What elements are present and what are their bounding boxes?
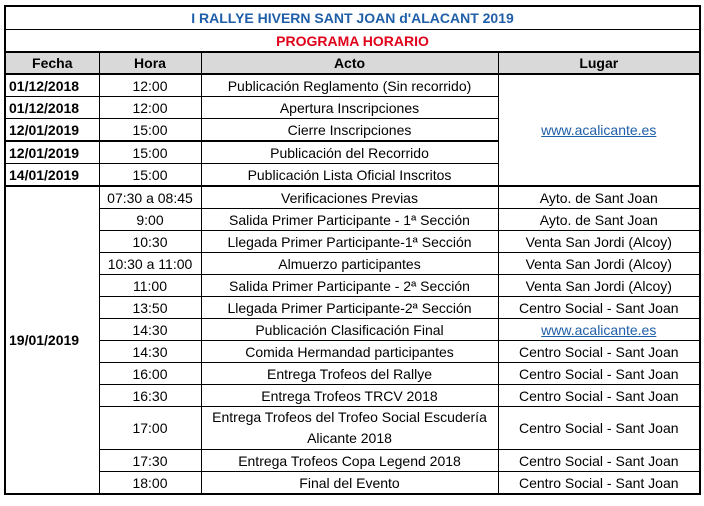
cell-hora: 13:50: [99, 297, 201, 319]
cell-hora: 17:30: [99, 450, 201, 472]
cell-lugar: [498, 319, 700, 341]
cell-acto: Verificaciones Previas: [201, 186, 498, 209]
cell-fecha: 12/01/2019: [5, 141, 99, 164]
table-row: [5, 407, 700, 450]
schedule-table: [4, 5, 701, 495]
header-acto: Acto: [201, 52, 498, 74]
cell-lugar: Centro Social - Sant Joan: [498, 450, 700, 472]
table-row: [5, 275, 700, 297]
cell-fecha: 12/01/2019: [5, 119, 99, 142]
cell-hora: 16:30: [99, 385, 201, 407]
cell-hora: 17:00: [99, 407, 201, 450]
cell-lugar: Venta San Jordi (Alcoy): [498, 253, 700, 275]
cell-hora: 14:30: [99, 319, 201, 341]
table-row: [5, 341, 700, 363]
cell-hora: 18:00: [99, 472, 201, 495]
cell-hora: 9:00: [99, 209, 201, 231]
cell-acto: Entrega Trofeos del Trofeo Social Escudería Alicante 2018: [201, 407, 498, 450]
cell-hora: 10:30: [99, 231, 201, 253]
cell-acto: Publicación Clasificación Final: [201, 319, 498, 341]
cell-lugar: Centro Social - Sant Joan: [498, 472, 700, 495]
schedule-sheet: [4, 5, 699, 495]
cell-lugar: Centro Social - Sant Joan: [498, 341, 700, 363]
header-row: [5, 52, 700, 74]
cell-hora: 15:00: [99, 119, 201, 142]
header-fecha: Fecha: [5, 52, 99, 74]
cell-lugar: Centro Social - Sant Joan: [498, 385, 700, 407]
website-link[interactable]: www.acalicante.es: [541, 122, 657, 138]
cell-hora: 11:00: [99, 275, 201, 297]
cell-acto: Salida Primer Participante - 2ª Sección: [201, 275, 498, 297]
table-row: [5, 385, 700, 407]
cell-lugar: Venta San Jordi (Alcoy): [498, 231, 700, 253]
cell-hora: 10:30 a 11:00: [99, 253, 201, 275]
cell-acto: Cierre Inscripciones: [201, 119, 498, 142]
cell-lugar: Centro Social - Sant Joan: [498, 363, 700, 385]
cell-fecha: 14/01/2019: [5, 164, 99, 187]
cell-lugar-merged: [498, 74, 700, 186]
cell-acto: Final del Evento: [201, 472, 498, 495]
cell-hora: 12:00: [99, 97, 201, 119]
cell-hora: 12:00: [99, 74, 201, 97]
cell-acto: Publicación del Recorrido: [201, 141, 498, 164]
cell-acto: Llegada Primer Participante-2ª Sección: [201, 297, 498, 319]
cell-acto: Entrega Trofeos TRCV 2018: [201, 385, 498, 407]
cell-lugar: Ayto. de Sant Joan: [498, 209, 700, 231]
cell-lugar: Ayto. de Sant Joan: [498, 186, 700, 209]
cell-hora: 16:00: [99, 363, 201, 385]
cell-acto: Llegada Primer Participante-1ª Sección: [201, 231, 498, 253]
cell-lugar: Venta San Jordi (Alcoy): [498, 275, 700, 297]
website-link[interactable]: www.acalicante.es: [541, 321, 657, 338]
table-row: [5, 253, 700, 275]
header-hora: Hora: [99, 52, 201, 74]
table-row: [5, 74, 700, 97]
table-row: [5, 209, 700, 231]
table-row: [5, 319, 700, 341]
table-row: [5, 472, 700, 495]
table-row: [5, 186, 700, 209]
cell-acto: Almuerzo participantes: [201, 253, 498, 275]
cell-acto: Publicación Reglamento (Sin recorrido): [201, 74, 498, 97]
cell-lugar: Centro Social - Sant Joan: [498, 407, 700, 450]
cell-fecha: 01/12/2018: [5, 97, 99, 119]
cell-hora: 07:30 a 08:45: [99, 186, 201, 209]
header-lugar: Lugar: [498, 52, 700, 74]
subtitle-row: [5, 30, 700, 53]
cell-acto: Comida Hermandad participantes: [201, 341, 498, 363]
cell-acto: Entrega Trofeos del Rallye: [201, 363, 498, 385]
cell-acto: Publicación Lista Oficial Inscritos: [201, 164, 498, 187]
table-row: [5, 231, 700, 253]
cell-fecha: 01/12/2018: [5, 74, 99, 97]
cell-hora: 15:00: [99, 141, 201, 164]
table-row: [5, 297, 700, 319]
cell-acto: Salida Primer Participante - 1ª Sección: [201, 209, 498, 231]
cell-acto: Apertura Inscripciones: [201, 97, 498, 119]
cell-hora: 14:30: [99, 341, 201, 363]
cell-fecha-merged: 19/01/2019: [5, 186, 99, 494]
event-title: I RALLYE HIVERN SANT JOAN d'ALACANT 2019: [5, 6, 700, 30]
cell-lugar: Centro Social - Sant Joan: [498, 297, 700, 319]
title-row: [5, 6, 700, 30]
table-row: [5, 363, 700, 385]
cell-acto: Entrega Trofeos Copa Legend 2018: [201, 450, 498, 472]
table-row: [5, 450, 700, 472]
cell-hora: 15:00: [99, 164, 201, 187]
program-subtitle: PROGRAMA HORARIO: [5, 30, 700, 53]
